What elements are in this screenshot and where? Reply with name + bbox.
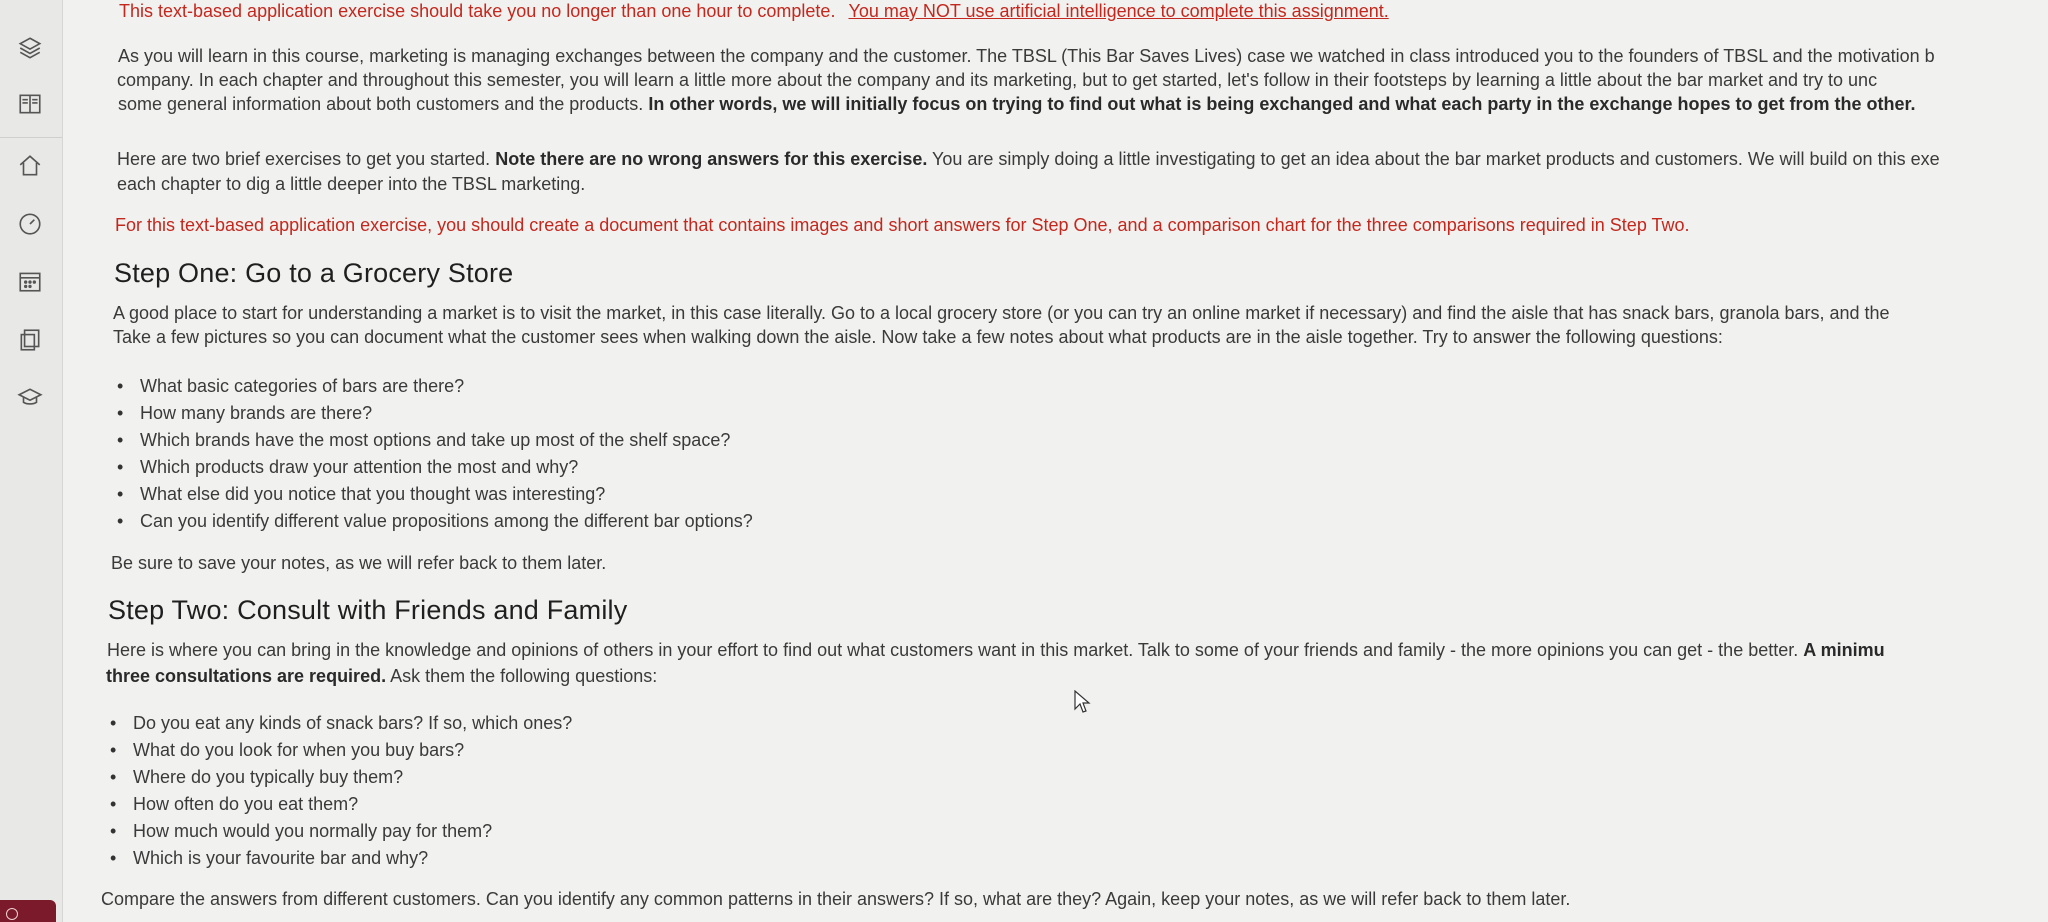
- home-icon[interactable]: [16, 152, 44, 180]
- exercises-rest: You are simply doing a little investigating to get an idea about the bar market products and customers. We will build on this exe: [932, 149, 1940, 169]
- intro-line-1: As you will learn in this course, marketing is managing exchanges between the company and the customer. The TBSL (This Bar Saves Lives) case we watched in class introduced you to the founders of TBSL and the motivation b: [118, 46, 1935, 66]
- intro-line-3-plain: some general information about both customers and the products.: [118, 94, 644, 114]
- list-item: • Can you identify different value propositions among the different bar options?: [114, 508, 753, 535]
- step-one-questions: [114, 373, 753, 535]
- list-item: • Which is your favourite bar and why?: [107, 845, 572, 872]
- sidebar-bottom-tab[interactable]: [0, 900, 56, 922]
- exercises-line-2: each chapter to dig a little deeper into the TBSL marketing.: [117, 174, 586, 194]
- step-one-note: Be sure to save your notes, as we will refer back to them later.: [111, 553, 607, 573]
- list-item: • What basic categories of bars are there?: [114, 373, 753, 400]
- instruction-line: For this text-based application exercise, you should create a document that contains images and short answers for Step One, and a comparison chart for the three comparisons required in Step Two.: [115, 215, 1690, 235]
- dashboard-icon[interactable]: [16, 210, 44, 238]
- sidebar-divider: [0, 137, 62, 138]
- list-item: • What do you look for when you buy bars?: [107, 737, 572, 764]
- step-one-para-2: Take a few pictures so you can document what the customer sees when walking down the aisle. Now take a few notes about what products are in the aisle together. Try to answer the following questions:: [113, 327, 1723, 347]
- step-two-questions: [107, 710, 572, 872]
- assignment-content: [62, 0, 2048, 922]
- step-one-title: Step One: Go to a Grocery Store: [114, 258, 514, 288]
- list-item: • What else did you notice that you thought was interesting?: [114, 481, 753, 508]
- list-item: • Which products draw your attention the most and why?: [114, 454, 753, 481]
- step-two-para-1-bold: A minimu: [1803, 640, 1885, 660]
- list-item: • How often do you eat them?: [107, 791, 572, 818]
- exercises-line-1: [117, 148, 1940, 170]
- list-item: • How much would you normally pay for them?: [107, 818, 572, 845]
- list-item: • How many brands are there?: [114, 400, 753, 427]
- list-item: • Where do you typically buy them?: [107, 764, 572, 791]
- intro-line-3: [118, 93, 1915, 115]
- step-one-para-1: A good place to start for understanding a market is to visit the market, in this case literally. Go to a local grocery store (or you can try an online market if necessary) and find the aisle that has snack bars, granola bars, and the: [113, 303, 1890, 323]
- exercises-bold: Note there are no wrong answers for this exercise.: [495, 149, 928, 169]
- time-notice: This text-based application exercise should take you no longer than one hour to complete.: [119, 1, 836, 21]
- list-item: • Which brands have the most options and take up most of the shelf space?: [114, 427, 753, 454]
- help-icon: [6, 908, 18, 920]
- graduation-cap-icon[interactable]: [16, 384, 44, 412]
- mouse-pointer-icon: [1073, 690, 1091, 714]
- copy-icon[interactable]: [16, 326, 44, 354]
- step-two-para-1: [107, 639, 1885, 661]
- book-icon[interactable]: [16, 90, 44, 118]
- step-two-compare: Compare the answers from different customers. Can you identify any common patterns in their answers? If so, what are they? Again, keep your notes, as we will refer back to them later.: [101, 889, 1571, 909]
- step-two-title: Step Two: Consult with Friends and Family: [108, 595, 628, 625]
- layers-icon[interactable]: [16, 34, 44, 62]
- list-item: • Do you eat any kinds of snack bars? If so, which ones?: [107, 710, 572, 737]
- intro-line-3-bold: In other words, we will initially focus on trying to find out what is being exchanged and what each party in the exchange hopes to get from the other.: [648, 94, 1916, 114]
- step-two-para-2-bold: three consultations are required.: [106, 666, 387, 686]
- notice-line: [119, 0, 1389, 22]
- step-two-para-1-plain: Here is where you can bring in the knowledge and opinions of others in your effort to find out what customers want in this market. Talk to some of your friends and family - the more opinions you can get - the better.: [107, 640, 1799, 660]
- ai-policy-link[interactable]: You may NOT use artificial intelligence to complete this assignment.: [848, 1, 1389, 21]
- calendar-icon[interactable]: [16, 267, 44, 295]
- step-two-para-2: [106, 665, 657, 687]
- step-two-para-2-plain: Ask them the following questions:: [390, 666, 658, 686]
- intro-line-2: company. In each chapter and throughout this semester, you will learn a little more about the company and its marketing, but to get started, let's follow in their footsteps by learning a little about the bar market and try to unc: [117, 70, 1878, 90]
- exercises-plain: Here are two brief exercises to get you started.: [117, 149, 491, 169]
- course-nav-sidebar: [0, 0, 63, 922]
